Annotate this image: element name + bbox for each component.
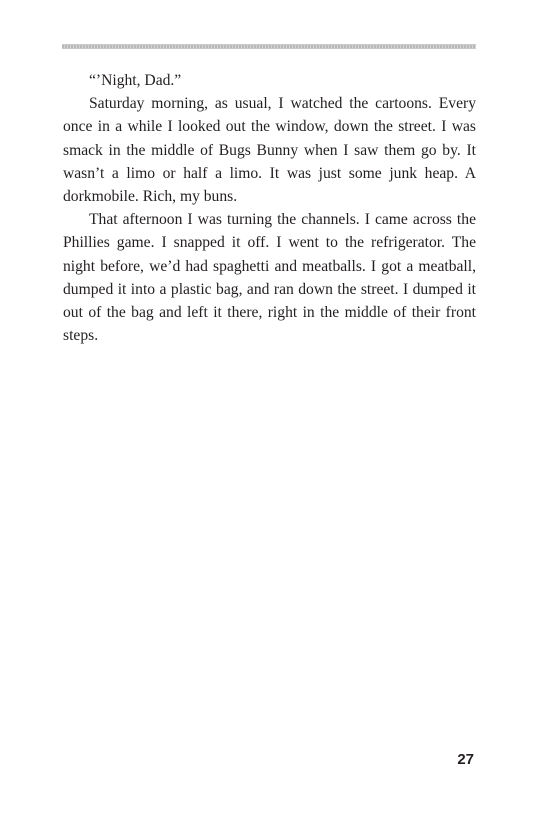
body-text: [63, 69, 476, 347]
header-rule: [62, 44, 476, 49]
paragraph: That afternoon I was turning the channels. I came across the Phillies game. I snapped it off. I went to the refrigerator. The night before, we’d had spaghetti and meatballs. I got a meatball, dumped it into a plastic bag, and ran down the street. I dumped it out of the bag and left it there, right in the middle of their front steps.: [63, 211, 476, 345]
paragraph: Saturday morning, as usual, I watched the cartoons. Every once in a while I looked out the window, down the street. I was smack in the middle of Bugs Bunny when I saw them go by. It wasn’t a limo or half a limo. It was just some junk heap. A dorkmobile. Rich, my buns.: [63, 95, 476, 206]
paragraph: “’Night, Dad.”: [89, 72, 182, 89]
page-number: 27: [457, 751, 474, 768]
